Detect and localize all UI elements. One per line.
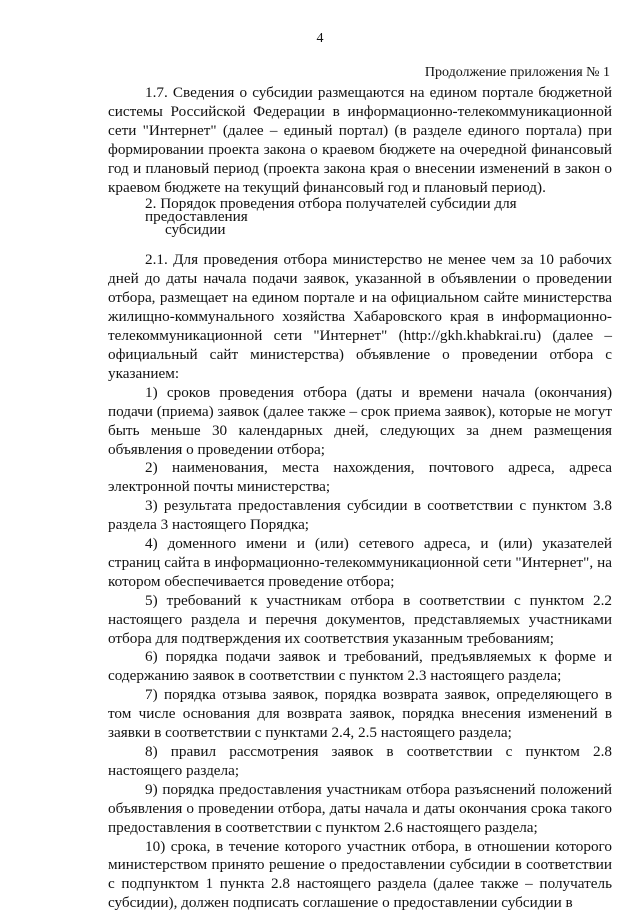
list-item-6: 6) порядка подачи заявок и требований, предъявляемых к форме и содержанию заявок в соответствии с пунктом 2.3 настоящего раздела; [108, 648, 612, 685]
list-item-5: 5) требований к участникам отбора в соответствии с пунктом 2.2 настоящего раздела и перечня документов, представляемых участниками отбора для подтверждения их соответствия указанным требованиям; [108, 591, 612, 647]
list-item-1: 1) сроков проведения отбора (даты и времени начала (окончания) подачи (приема) заявок (далее также – срок приема заявок), которые не могут быть меньше 30 календарных дней, следующих за днем размещения объявления о проведении отбора; [108, 383, 612, 458]
section-2-heading-line2: субсидии [165, 221, 226, 239]
list-item-10: 10) срока, в течение которого участник отбора, в отношении которого министерством принято решение о предоставлении субсидии в соответствии с подпунктом 1 пункта 2.8 настоящего раздела (далее также – получатель субсидии), должен подписать соглашение о предоставлении субсидии в [108, 837, 612, 912]
list-item-3: 3) результата предоставления субсидии в соответствии с пунктом 3.8 раздела 3 настоящего Порядка; [108, 497, 612, 534]
appendix-continuation-note: Продолжение приложения № 1 [424, 65, 610, 80]
list-item-8: 8) правил рассмотрения заявок в соответствии с пунктом 2.8 настоящего раздела; [108, 743, 612, 779]
section-2-heading [108, 195, 612, 239]
list-item-7: 7) порядка отзыва заявок, порядка возврата заявок, определяющего в том числе основания для возврата заявок, порядка внесения изменений в заявки в соответствии с пунктами 2.4, 2.5 настоящего раздела; [108, 686, 612, 742]
list-item-2: 2) наименования, места нахождения, почтового адреса, адреса электронной почты министерства; [108, 459, 612, 496]
paragraph-1-7: 1.7. Сведения о субсидии размещаются на едином портале бюджетной системы Российской Федерации в информационно-телекоммуникационной сети "Интернет" (далее – единый портал) (в разделе единого портала) при формировании проекта закона о краевом бюджете на очередной финансовый год и плановый период (проекта закона края о внесении изменений в закон о краевом бюджете на текущий финансовый год и плановый период). [108, 84, 612, 196]
list-item-9: 9) порядка предоставления участникам отбора разъяснений положений объявления о проведении отбора, даты начала и даты окончания срока такого предоставления в соответствии с пунктом 2.6 настоящего раздела; [108, 780, 612, 836]
list-item-4: 4) доменного имени и (или) сетевого адреса, и (или) указателей страниц сайта в информационно-телекоммуникационной сети "Интернет", на котором обеспечивается проведение отбора; [108, 535, 612, 590]
section-2-heading-line1: 2. Порядок проведения отбора получателей субсидии для предоставления [145, 195, 517, 226]
page-number: 4 [316, 31, 324, 46]
document-body [108, 84, 612, 913]
paragraph-2-1: 2.1. Для проведения отбора министерство не менее чем за 10 рабочих дней до даты начала подачи заявок, указанной в объявлении о проведении отбора, размещает на едином портале и на официальном сайте министерства жилищно-коммунального хозяйства Хабаровского края в информационно-телекоммуникационной сети "Интернет" (http://gkh.khabkrai.ru) (далее – официальный сайт министерства) объявление о проведении отбора с указанием: [108, 251, 612, 382]
